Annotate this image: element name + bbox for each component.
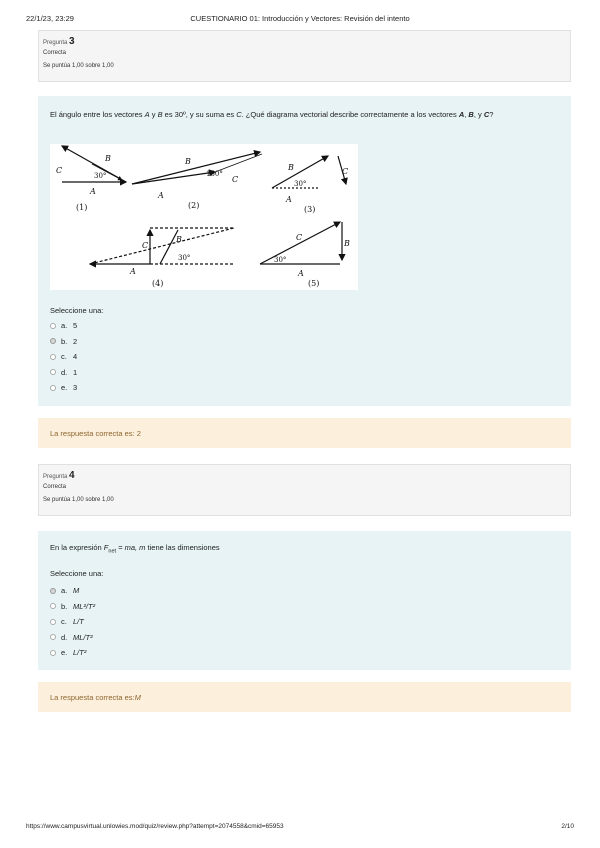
svg-text:150°: 150°	[206, 170, 223, 178]
svg-text:C: C	[296, 233, 303, 242]
svg-text:B: B	[288, 163, 294, 172]
svg-text:(4): (4)	[152, 279, 164, 288]
radio-button[interactable]	[50, 354, 56, 360]
radio-button[interactable]	[50, 369, 56, 375]
option-b[interactable]: b. ML²/T²	[44, 599, 95, 615]
svg-text:C: C	[342, 167, 349, 176]
svg-text:B: B	[176, 235, 182, 244]
diagram5-vector-C	[260, 222, 340, 264]
svg-text:C: C	[232, 175, 239, 184]
question-label: Pregunta	[43, 40, 68, 46]
svg-text:C: C	[142, 241, 149, 250]
question-number	[43, 470, 566, 481]
svg-text:A: A	[158, 191, 164, 200]
question-number	[43, 36, 566, 47]
svg-text:(2): (2)	[188, 201, 200, 210]
radio-button-selected[interactable]	[50, 588, 56, 594]
option-a[interactable]: a. 5	[44, 318, 77, 334]
radio-button[interactable]	[50, 634, 56, 640]
svg-text:B: B	[105, 154, 111, 163]
radio-button[interactable]	[50, 385, 56, 391]
question-state: Correcta	[43, 50, 67, 56]
radio-button[interactable]	[50, 650, 56, 656]
option-b[interactable]: b. 2	[44, 334, 77, 350]
question-text: En la expresión $F_{net}$ = ma, m tiene las dimensiones	[50, 543, 220, 555]
question-4-info	[38, 464, 571, 516]
svg-text:30°: 30°	[94, 172, 107, 180]
option-c[interactable]: c. 4	[44, 349, 77, 365]
diagram4-dashed-line	[90, 228, 234, 264]
radio-button[interactable]	[50, 323, 56, 329]
svg-text:(3): (3)	[304, 205, 316, 214]
svg-text:30°: 30°	[294, 180, 307, 188]
select-label: Seleccione una:	[50, 306, 104, 315]
radio-button[interactable]	[50, 619, 56, 625]
question-3-info	[38, 30, 571, 82]
radio-button[interactable]	[50, 603, 56, 609]
radio-button-selected[interactable]	[50, 338, 56, 344]
svg-text:A: A	[298, 269, 304, 278]
option-d[interactable]: d. ML/T²	[44, 630, 95, 646]
question-grade: Se puntúa 1,00 sobre 1,00	[43, 63, 114, 69]
svg-text:30°: 30°	[274, 256, 287, 264]
question-number-value: 3	[69, 36, 75, 47]
option-e[interactable]: e. L/T²	[44, 645, 95, 661]
print-datetime: 22/1/23, 23:29	[26, 14, 74, 23]
option-d[interactable]: d. 1	[44, 365, 77, 381]
option-e[interactable]: e. 3	[44, 380, 77, 396]
svg-text:(1): (1)	[76, 203, 88, 212]
vector-diagram-image	[50, 144, 358, 290]
svg-text:B: B	[185, 157, 191, 166]
question-grade: Se puntúa 1,00 sobre 1,00	[43, 497, 114, 503]
svg-text:A: A	[286, 195, 292, 204]
svg-text:C: C	[56, 166, 63, 175]
question-text: El ángulo entre los vectores A y B es 30º, y su suma es C. ¿Qué diagrama vectorial describe correctamente a los vectores A, B, y C?	[50, 110, 494, 119]
svg-text:(5): (5)	[308, 279, 320, 288]
question-4-content	[38, 531, 571, 670]
select-label: Seleccione una:	[50, 569, 104, 578]
option-c[interactable]: c. L/T	[44, 614, 95, 630]
svg-text:B: B	[344, 239, 350, 248]
page-number: 2/10	[561, 823, 574, 830]
question-number-value: 4	[69, 470, 75, 481]
svg-text:A: A	[130, 267, 136, 276]
svg-text:30°: 30°	[178, 254, 191, 262]
question-4-feedback: La respuesta correcta es: M	[38, 682, 571, 712]
answer-options	[44, 583, 95, 661]
question-3-feedback: La respuesta correcta es: 2	[38, 418, 571, 448]
page-url: https://www.campusvirtual.unlowies.mod/quiz/review.php?attempt=2074558&cmid=65953	[26, 823, 284, 830]
print-title: CUESTIONARIO 01: Introducción y Vectores: Revisión del intento	[190, 14, 410, 23]
option-a[interactable]: a. M	[44, 583, 95, 599]
question-label: Pregunta	[43, 474, 68, 480]
answer-options	[44, 318, 77, 396]
svg-text:A: A	[90, 187, 96, 196]
diagram2-vector-C	[132, 152, 260, 184]
question-state: Correcta	[43, 484, 67, 490]
